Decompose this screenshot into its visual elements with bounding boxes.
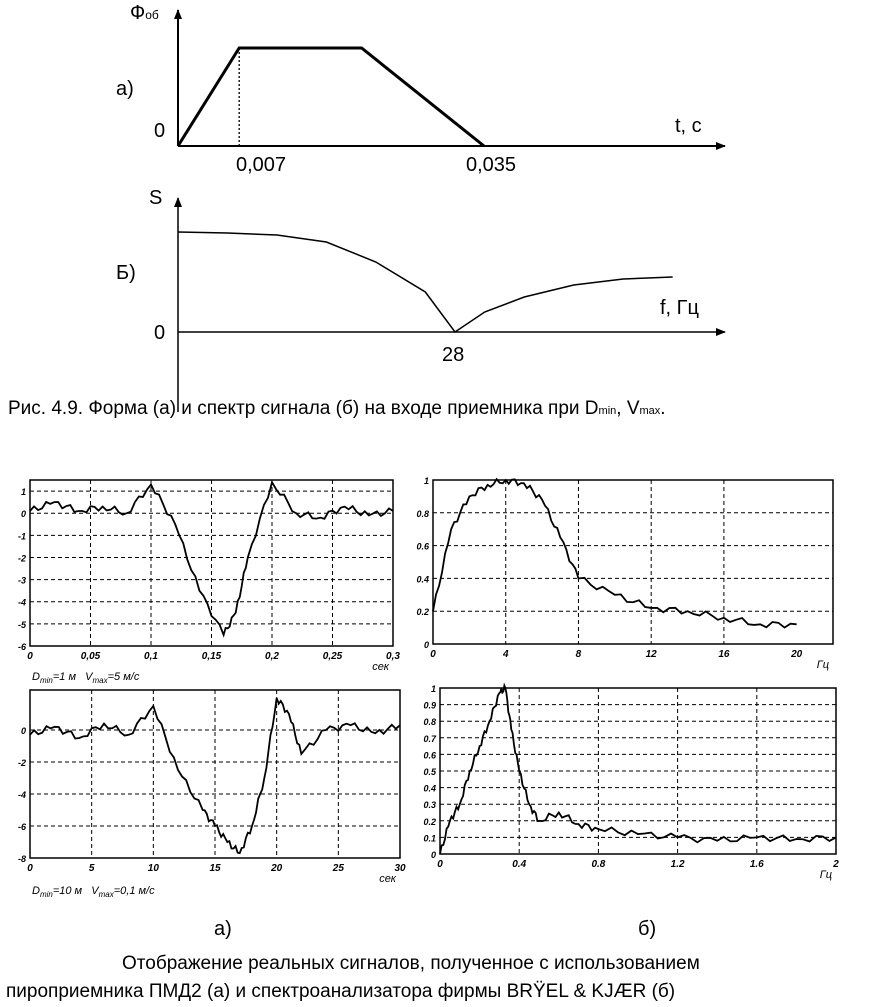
y-tick-label-2: 0.2 <box>416 607 429 618</box>
y-tick-label-2: 0.6 <box>416 541 429 552</box>
y-label-s: S <box>149 187 163 209</box>
x-tick-label-3: 30 <box>394 863 406 874</box>
x-unit-label-3: сек <box>379 873 396 885</box>
y-tick-label-1: -6 <box>17 642 26 652</box>
y-tick-label-1: -3 <box>17 575 26 586</box>
y-tick-label-4: 0.4 <box>423 783 436 794</box>
bottom-caption-line2: пироприемника ПМД2 (а) и спектроанализатора фирмы BRŸEL & KJÆR (б) <box>6 981 676 1002</box>
x-tick-label-1: 0,05 <box>80 651 101 662</box>
x-tick-label-1: 0 <box>27 651 33 662</box>
y-tick-label-4: 1 <box>430 684 436 694</box>
x-tick-label-4: 1.6 <box>749 859 764 870</box>
x-tick-label-1: 0,2 <box>265 651 279 662</box>
x-tick-label-4: 0.4 <box>512 859 527 870</box>
y-tick-label-4: 0.2 <box>423 816 436 827</box>
y-tick-label-1: 1 <box>20 487 26 498</box>
y-tick-label-4: 0.1 <box>423 833 436 844</box>
y-tick-label-3: 0 <box>20 726 26 736</box>
annotation-plot-1: $D_{min}=1$ м $V_{max}=5$ м/с <box>32 671 140 686</box>
tick-label-28: 28 <box>442 344 465 366</box>
y-tick-label-1: 0 <box>20 509 26 520</box>
y-tick-label-1: -4 <box>17 597 26 608</box>
x-tick-label-1: 0,25 <box>322 651 343 662</box>
x-tick-label-1: 0,3 <box>386 651 400 662</box>
y-tick-label-4: 0.6 <box>423 750 436 761</box>
y-tick-label-4: 0.9 <box>423 700 436 711</box>
x-tick-label-2: 20 <box>791 649 803 660</box>
y-tick-label-4: 0 <box>430 850 436 860</box>
x-tick-label-2: 0 <box>430 649 436 660</box>
annotation-plot-3: $D_{min}=10$ м $V_{max}=0,1$ м/с <box>32 885 155 900</box>
x-tick-label-4: 1.2 <box>670 859 685 870</box>
y-tick-label-2: 0.8 <box>416 508 429 519</box>
x-tick-label-3: 5 <box>88 863 95 874</box>
y-tick-label-3: -2 <box>17 758 26 768</box>
x-unit-label-4: Гц <box>819 869 832 881</box>
plot-frame-2 <box>433 480 833 644</box>
x-tick-label-4: 0 <box>437 859 443 870</box>
x-tick-label-3: 10 <box>147 863 159 874</box>
bottom-caption-line1: Отображение реальных сигналов, полученное с использованием <box>122 953 700 974</box>
y-tick-label-4: 0.3 <box>423 800 436 811</box>
series-line-4 <box>440 686 836 854</box>
figure-a-pulse <box>0 0 881 440</box>
y-tick-label-4: 0.8 <box>423 717 436 728</box>
tick-label-0035: 0,035 <box>466 154 517 176</box>
series-pulse-line <box>178 48 484 146</box>
y-tick-label-1: -2 <box>17 553 26 564</box>
y-tick-label-1: -1 <box>17 531 26 542</box>
tick-label-0007: 0,007 <box>236 154 287 176</box>
y-tick-label-3: -6 <box>17 822 26 832</box>
y-tick-label-2: 0 <box>423 640 429 650</box>
y-label-flux: Фоб <box>130 2 159 24</box>
x-tick-label-2: 4 <box>502 649 509 660</box>
x-tick-label-1: 0,1 <box>144 651 158 662</box>
y-tick-label-3: -4 <box>17 790 26 800</box>
x-label-freq: f, Гц <box>660 297 699 319</box>
panel-label-bottom-a: а) <box>214 918 232 940</box>
x-tick-label-2: 16 <box>718 649 730 660</box>
figure-caption-4-9: Рис. 4.9. Форма (а) и спектр сигнала (б) на входе приемника при Dmin, Vmax. <box>8 398 666 419</box>
y-tick-label-4: 0.7 <box>423 733 436 744</box>
y-tick-label-1: -5 <box>17 619 26 630</box>
x-tick-label-2: 8 <box>575 649 582 660</box>
x-unit-label-2: Гц <box>816 659 829 671</box>
series-spectrum-line <box>178 232 673 332</box>
x-tick-label-2: 12 <box>645 649 657 660</box>
y-tick-label-4: 0.5 <box>423 767 436 777</box>
x-tick-label-3: 15 <box>209 863 221 874</box>
zero-label-a: 0 <box>154 120 166 142</box>
x-tick-label-3: 0 <box>27 863 33 874</box>
panel-label-a: а) <box>116 78 134 100</box>
y-tick-label-2: 0.4 <box>416 574 429 585</box>
series-line-2 <box>433 479 797 627</box>
panel-label-bottom-b: б) <box>638 918 657 940</box>
x-tick-label-3: 25 <box>332 863 344 874</box>
x-tick-label-1: 0,15 <box>201 651 222 662</box>
x-tick-label-3: 20 <box>271 863 283 874</box>
zero-label-b: 0 <box>154 322 166 344</box>
panel-label-b: Б) <box>116 262 136 284</box>
x-tick-label-4: 2 <box>833 859 839 870</box>
y-tick-label-3: -8 <box>17 854 26 864</box>
x-unit-label-1: сек <box>372 661 389 673</box>
x-tick-label-4: 0.8 <box>591 859 606 870</box>
y-tick-label-2: 1 <box>423 476 429 486</box>
x-label-time: t, с <box>675 115 702 137</box>
